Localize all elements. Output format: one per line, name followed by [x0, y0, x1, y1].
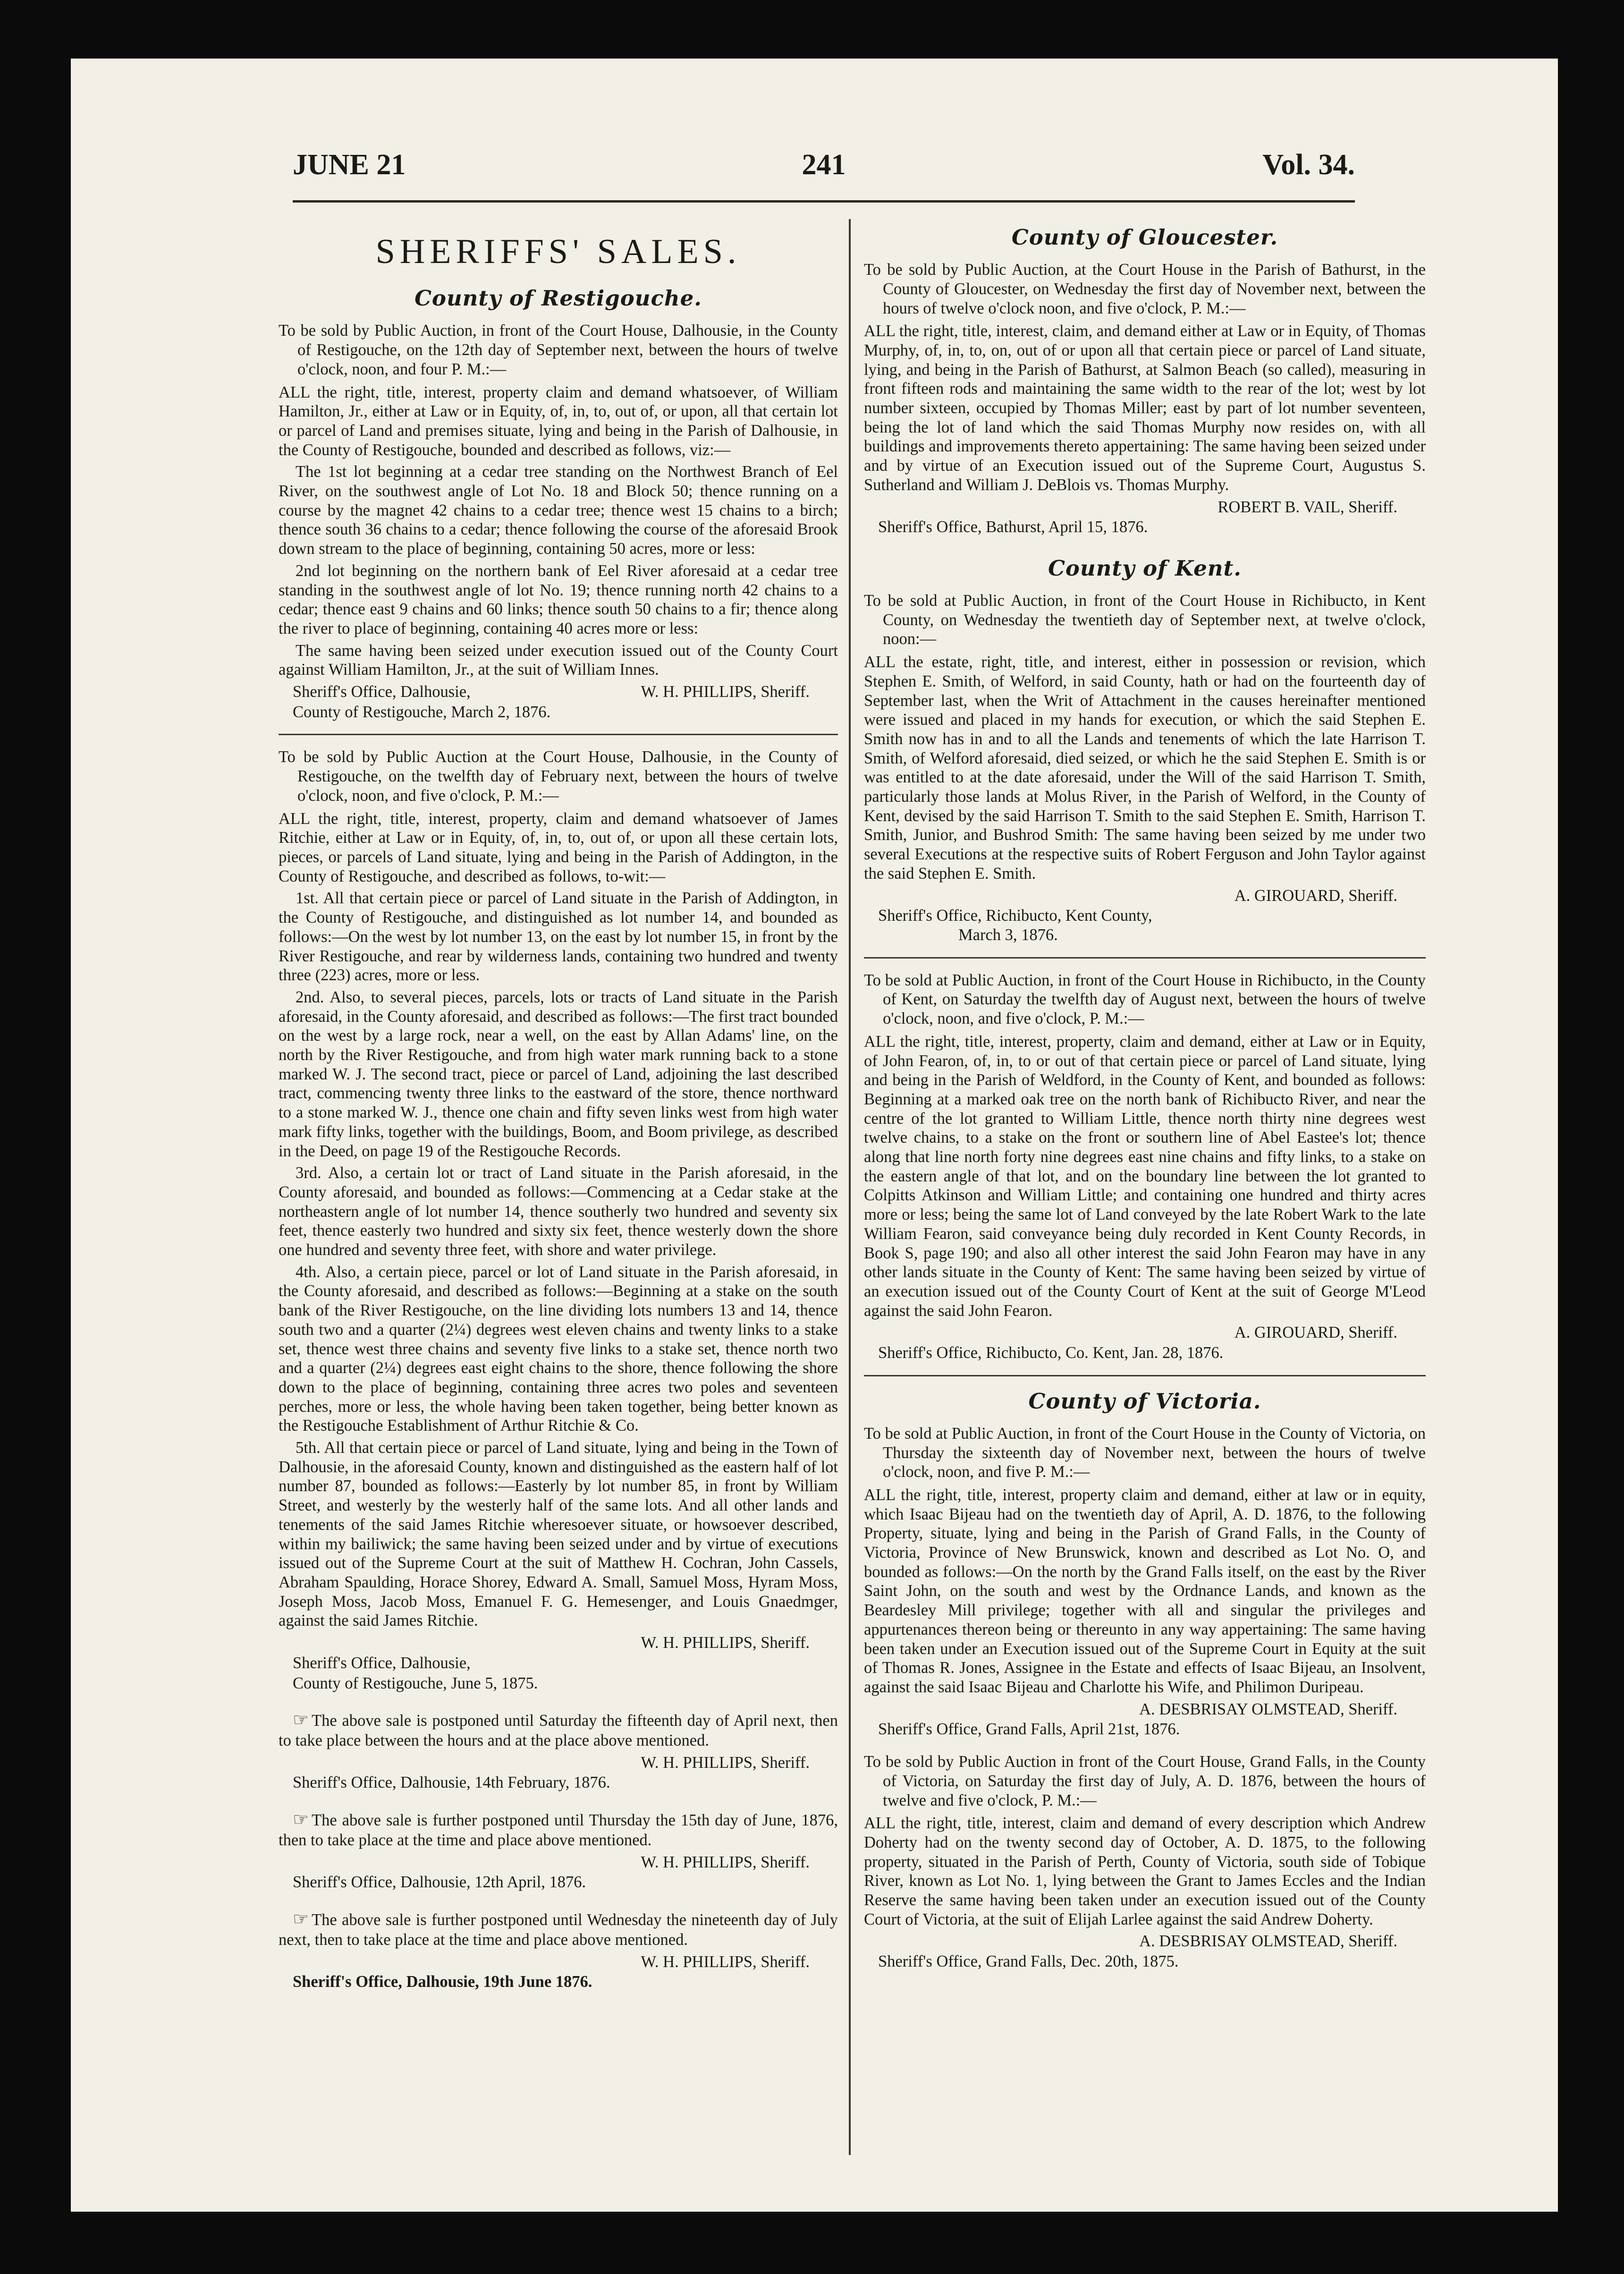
sheriff-office-date: Sheriff's Office, Dalhousie, 12th April, 1876. [293, 1873, 586, 1892]
notice-paragraph: 3rd. Also, a certain lot or tract of Land situate in the Parish aforesaid, in the County aforesaid, and bounded as follows:—Commencing at a Cedar stake at the northeastern angle of lot number 14, thence southerly two hundred and seventy six feet, thence easterly two hundred and sixty six feet, thence westerly down the shore one hundred and seventy three feet, with shore and water privilege. [279, 1164, 838, 1259]
right-column [864, 214, 1426, 1976]
notice-paragraph: ALL the right, title, interest, claim and demand of every description which Andrew Doherty had on the twenty second day of October, A. D. 1875, to the following property, situated in the Parish of Perth, County of Victoria, south side of Tobique River, known as Lot No. 1, lying between the Grant to James Eccles and the Indian Reserve the same having been taken under an execution issued out of the County Court of Victoria, at the suit of Elijah Larlee against the said Andrew Doherty. [864, 1814, 1426, 1928]
sheriff-office: Sheriff's Office, Richibucto, Kent County, [878, 907, 1152, 925]
postponement-3 [279, 1909, 838, 1992]
postponement-1 [279, 1710, 838, 1792]
postponement-body: The above sale is further postponed until Wednesday the nineteenth day of July next, then to take place at the time and place above mentioned. [279, 1911, 838, 1949]
sheriff-office-date: County of Restigouche, June 5, 1875. [293, 1674, 538, 1692]
sheriff-signature: W. H. PHILLIPS, Sheriff. [641, 1634, 810, 1652]
pointing-hand-icon: ☞ [293, 1909, 309, 1930]
sheriff-office-date: County of Restigouche, March 2, 1876. [293, 703, 551, 721]
notice-doherty [864, 1752, 1426, 1971]
notice-paragraph: 4th. Also, a certain piece, parcel or lot of Land situate in the Parish aforesaid, in the County aforesaid, and described as follows:—Beginning at a stake on the south bank of the River Restigouche, on the line dividing lots numbers 13 and 14, thence south two and a quarter (2¼) degrees west eleven chains and twenty links to a stake set, thence west three chains and seventy five links to a stake set, thence north two and a quarter (2¼) degrees east eight chains to the shore, thence following the shore down to the place of beginning, containing three acres two poles and seventeen perches, more or less, the whole having been taken together, being better known as the Restigouche Establishment of Arthur Ritchie & Co. [279, 1263, 838, 1435]
sheriff-signature: A. GIROUARD, Sheriff. [1234, 886, 1397, 905]
postponement-text [279, 1809, 838, 1850]
postponement-body: The above sale is postponed until Saturday the fifteenth day of April next, then to take place between the hours and at the place above mentioned. [279, 1712, 838, 1750]
sheriff-signature: W. H. PHILLIPS, Sheriff. [641, 1853, 810, 1871]
notice-intro: To be sold by Public Auction, in front of the Court House, Dalhousie, in the County of Restigouche, on the 12th day of September next, between the hours of twelve o'clock, noon, and four P. M.:— [279, 322, 838, 378]
notice-intro: To be sold at Public Auction, in front of the Court House in the County of Victoria, on Thursday the sixteenth day of November next, between the hours of twelve o'clock, noon, and five P. M.:— [864, 1424, 1426, 1481]
notice-paragraph: ALL the right, title, interest, property, claim and demand, either at Law or in Equity, of John Fearon, of, in, to or out of that certain piece or parcel of Land situate, lying and being in the Parish of Weldford, in the County of Kent, and bounded as follows: Beginning at a marked oak tree on the north bank of Richibucto River, and near the centre of the lot granted to William Little, thence north thirty nine degrees west twelve chains, to a stake on the front or southern line of Abel Eastee's lot; thence along that line north forty nine degrees east nine chains and fifty links, to a stake on the eastern angle of that lot, and on the boundary line between the lot granted to Colpitts Atkinson and William Little; and containing one hundred and thirty acres more or less; being the same lot of Land conveyed by the late Robert Wark to the late William Fearon, said conveyance being duly recorded in Kent County Records, in Book S, page 190; and also all other interest the said John Fearon may have in any other lands situate in the County of Kent: The same having been seized by virtue of an execution issued out of the County Court of Kent at the suit of George M'Leod against the said John Fearon. [864, 1032, 1426, 1320]
header-date: JUNE 21 [293, 149, 406, 181]
gazette-page [71, 59, 1558, 2212]
sheriff-office-date: Sheriff's Office, Dalhousie, 19th June 1876. [293, 1973, 592, 1991]
notice-paragraph: 1st. All that certain piece or parcel of Land situate in the Parish of Addington, in the County of Restigouche, and distinguished as lot number 14, and bounded as follows:—On the west by lot number 13, on the east by lot number 15, in front by the River Restigouche, and rear by wilderness lands, containing two hundred and twenty three (223) acres, more or less. [279, 889, 838, 984]
page-number: 241 [802, 149, 846, 181]
county-heading-victoria: County of Victoria. [1028, 1388, 1261, 1414]
county-heading-kent: County of Kent. [1048, 555, 1242, 581]
notice-paragraph: ALL the right, title, interest, claim, and demand either at Law or in Equity, of Thomas Murphy, of, in, to, on, out of or upon all that certain piece or parcel of Land situate, lying, and being in the Parish of Bathurst, at Salmon Beach (so called), measuring in front fifteen rods and maintaining the same width to the rear of the lot; west by lot number sixteen, occupied by Thomas Miller; east by part of lot number seventeen, being the lot of land which the said Thomas Murphy now resides on, with all buildings and improvements thereto appertaining: The same having been seized under and by virtue of an Execution issued out of the Supreme Court, Augustus S. Sutherland and William J. DeBlois vs. Thomas Murphy. [864, 322, 1426, 494]
column-divider [849, 219, 851, 2155]
notice-intro: To be sold by Public Auction at the Court House, Dalhousie, in the County of Restigouche, on the twelfth day of February next, between the hours of twelve o'clock, noon, and five o'clock, P. M.:— [279, 748, 838, 805]
notice-separator [864, 1375, 1426, 1376]
notice-paragraph: 5th. All that certain piece or parcel of Land situate, lying and being in the Town of Dalhousie, in the aforesaid County, known and distinguished as the eastern half of lot number 87, bounded as follows:—Easterly by lot number 85, in front by William Street, and westerly by the westerly half of the same lots. And all other lands and tenements of the said James Ritchie wheresoever situate, or howsoever described, within my bailiwick; the same having been seized under and by virtue of executions issued out of the Supreme Court at the suit of Matthew H. Cochran, John Cassels, Abraham Spaulding, Horace Shorey, Edward A. Small, Samuel Moss, Hyram Moss, Joseph Moss, Jacob Moss, Emanuel F. G. Hemesenger, and Louis Gnaedmger, against the said James Ritchie. [279, 1439, 838, 1630]
notice-hamilton [279, 321, 838, 721]
sheriff-signature: W. H. PHILLIPS, Sheriff. [641, 683, 810, 701]
notice-separator [279, 734, 838, 735]
pointing-hand-icon: ☞ [293, 1710, 309, 1731]
header-rule [293, 200, 1355, 203]
pointing-hand-icon: ☞ [293, 1810, 309, 1830]
page-header [293, 148, 1355, 200]
sheriff-signature: W. H. PHILLIPS, Sheriff. [641, 1753, 810, 1772]
notice-smith [864, 591, 1426, 945]
postponement-body: The above sale is further postponed until Thursday the 15th day of June, 1876, then to take place at the time and place above mentioned. [279, 1811, 838, 1849]
volume-number: Vol. 34. [1262, 149, 1355, 181]
county-heading-restigouche: County of Restigouche. [414, 286, 702, 311]
notice-bijeau [864, 1424, 1426, 1739]
signature-row [293, 682, 838, 702]
notice-paragraph: ALL the right, title, interest, property claim and demand whatsoever, of William Hamilton, Jr., either at Law or in Equity, of, in, to, out of, or upon, all that certain lot or parcel of Land and premises situate, lying and being in the Parish of Dalhousie, in the County of Restigouche, bounded and described as follows, viz:— [279, 383, 838, 459]
postponement-text [279, 1710, 838, 1750]
sheriff-office-date: March 3, 1876. [958, 925, 1058, 944]
notice-paragraph: ALL the right, title, interest, property, claim and demand whatsoever of James Ritchie, either at Law or in Equity, of, in, to, out of, or upon all these certain lots, pieces, or parcels of Land situate, lying and being in the Parish of Addington, in the County of Restigouche, and described as follows, to-wit:— [279, 809, 838, 885]
notice-separator [864, 957, 1426, 959]
sheriff-office: Sheriff's Office, Dalhousie, [293, 683, 471, 701]
postponement-text [279, 1909, 838, 1950]
county-heading-gloucester: County of Gloucester. [1011, 225, 1278, 250]
notice-paragraph: The 1st lot beginning at a cedar tree standing on the Northwest Branch of Eel River, on the southwest angle of Lot No. 18 and Block 50; thence running on a course by the magnet 42 chains to a cedar tree; thence west 15 chains to a birch; thence south 36 chains to a cedar; thence following the course of the aforesaid Brook down stream to the place of beginning, containing 50 acres, more or less: [279, 463, 838, 558]
sheriff-signature: A. DESBRISAY OLMSTEAD, Sheriff. [1139, 1700, 1397, 1718]
sheriff-office-date: Sheriff's Office, Grand Falls, April 21st, 1876. [878, 1720, 1180, 1739]
notice-paragraph: 2nd. Also, to several pieces, parcels, lots or tracts of Land situate in the Parish aforesaid, in the County aforesaid, and described as follows:—The first tract bounded on the west by a large rock, near a well, on the east by Allan Adams' line, on the north by the River Restigouche, and from high water mark running back to a stone marked W. J. The second tract, piece or parcel of Land, adjoining the last described tract, commencing twenty three links to the eastward of the store, thence northward to a stone marked W. J., thence one chain and fifty seven links west from high water mark fifty links, together with the buildings, Boom, and Boom privilege, as described in the Deed, on page 19 of the Restigouche Records. [279, 988, 838, 1160]
page-title: SHERIFFS' SALES. [375, 232, 741, 271]
sheriff-office-date: Sheriff's Office, Bathurst, April 15, 1876. [878, 518, 1148, 536]
sheriff-office: Sheriff's Office, Dalhousie, [293, 1654, 471, 1672]
postponement-2 [279, 1809, 838, 1892]
notice-paragraph: The same having been seized under execution issued out of the County Court against William Hamilton, Jr., at the suit of William Innes. [279, 641, 838, 679]
sheriff-office-date: Sheriff's Office, Grand Falls, Dec. 20th, 1875. [878, 1952, 1179, 1971]
sheriff-signature: W. H. PHILLIPS, Sheriff. [641, 1952, 810, 1971]
sheriff-signature: A. DESBRISAY OLMSTEAD, Sheriff. [1139, 1932, 1397, 1951]
notice-ritchie [279, 747, 838, 1693]
notice-intro: To be sold at Public Auction, in front of the Court House in Richibucto, in the County of Kent, on Saturday the twelfth day of August next, between the hours of twelve o'clock, noon, and five o'clock, P. M.:— [864, 971, 1426, 1028]
notice-paragraph: ALL the right, title, interest, property claim and demand, either at law or in equity, which Isaac Bijeau had on the twentieth day of April, A. D. 1876, to the following Property, situate, lying and being in the Parish of Grand Falls, in the County of Victoria, Province of New Brunswick, known and described as Lot No. O, and bounded as follows:—On the north by the Grand Falls itself, on the east by the River Saint John, on the south and west by the Ordnance Lands, and known as the Beardesley Mill privilege; together with all and singular the privileges and appurtenances thereon being or thereunto in any way appertaining: The same having been taken under an Execution issued out of the Supreme Court in Equity at the suit of Thomas R. Jones, Assignee in the Estate and effects of Isaac Bijeau, an Insolvent, against the said Isaac Bijeau and Charlotte his Wife, and Philimon Duripeau. [864, 1485, 1426, 1696]
sheriff-signature: A. GIROUARD, Sheriff. [1234, 1324, 1397, 1342]
notice-paragraph: ALL the estate, right, title, and interest, either in possession or revision, which Stephen E. Smith, of Welford, in said County, hath or had on the fourteenth day of September last, when the Writ of Attachment in the causes hereinafter mentioned were issued and placed in my hands for execution, or which the said Stephen E. Smith now has in and to all the Lands and tenements of which the late Harrison T. Smith, of Welford aforesaid, died seized, or which he the said Stephen E. Smith is or was entitled to at the date aforesaid, under the Will of the said Harrison T. Smith, particularly those lands at Molus River, in the Parish of Welford, in the County of Kent, devised by the said Harrison T. Smith to the said Stephen E. Smith, Harrison T. Smith, Junior, and Bushrod Smith: The same having been seized by me under two several Executions at the respective suits of Robert Ferguson and John Taylor against the said Stephen E. Smith. [864, 653, 1426, 882]
sheriff-signature: ROBERT B. VAIL, Sheriff. [1218, 498, 1397, 516]
notice-intro: To be sold by Public Auction in front of the Court House, Grand Falls, in the County of Victoria, on Saturday the first day of July, A. D. 1876, between the hours of twelve and five o'clock, P. M.:— [864, 1753, 1426, 1809]
notice-fearon [864, 971, 1426, 1363]
sheriff-office-date: Sheriff's Office, Richibucto, Co. Kent, Jan. 28, 1876. [878, 1344, 1224, 1362]
notice-paragraph: 2nd lot beginning on the northern bank of Eel River aforesaid at a cedar tree standing in the southwest angle of lot No. 19; thence running north 42 chains to a cedar; thence east 9 chains and 60 links; thence south 50 chains to a fir; thence along the river to place of beginning, containing 40 acres more or less: [279, 561, 838, 637]
notice-intro: To be sold by Public Auction, at the Court House in the Parish of Bathurst, in the County of Gloucester, on Wednesday the first day of November next, between the hours of twelve o'clock noon, and five o'clock, P. M.:— [864, 261, 1426, 317]
notice-murphy [864, 260, 1426, 537]
notice-intro: To be sold at Public Auction, in front of the Court House in Richibucto, in Kent County, on Wednesday the twentieth day of September next, at twelve o'clock, noon:— [864, 592, 1426, 648]
left-column [279, 214, 838, 1996]
sheriff-office-date: Sheriff's Office, Dalhousie, 14th February, 1876. [293, 1773, 610, 1792]
